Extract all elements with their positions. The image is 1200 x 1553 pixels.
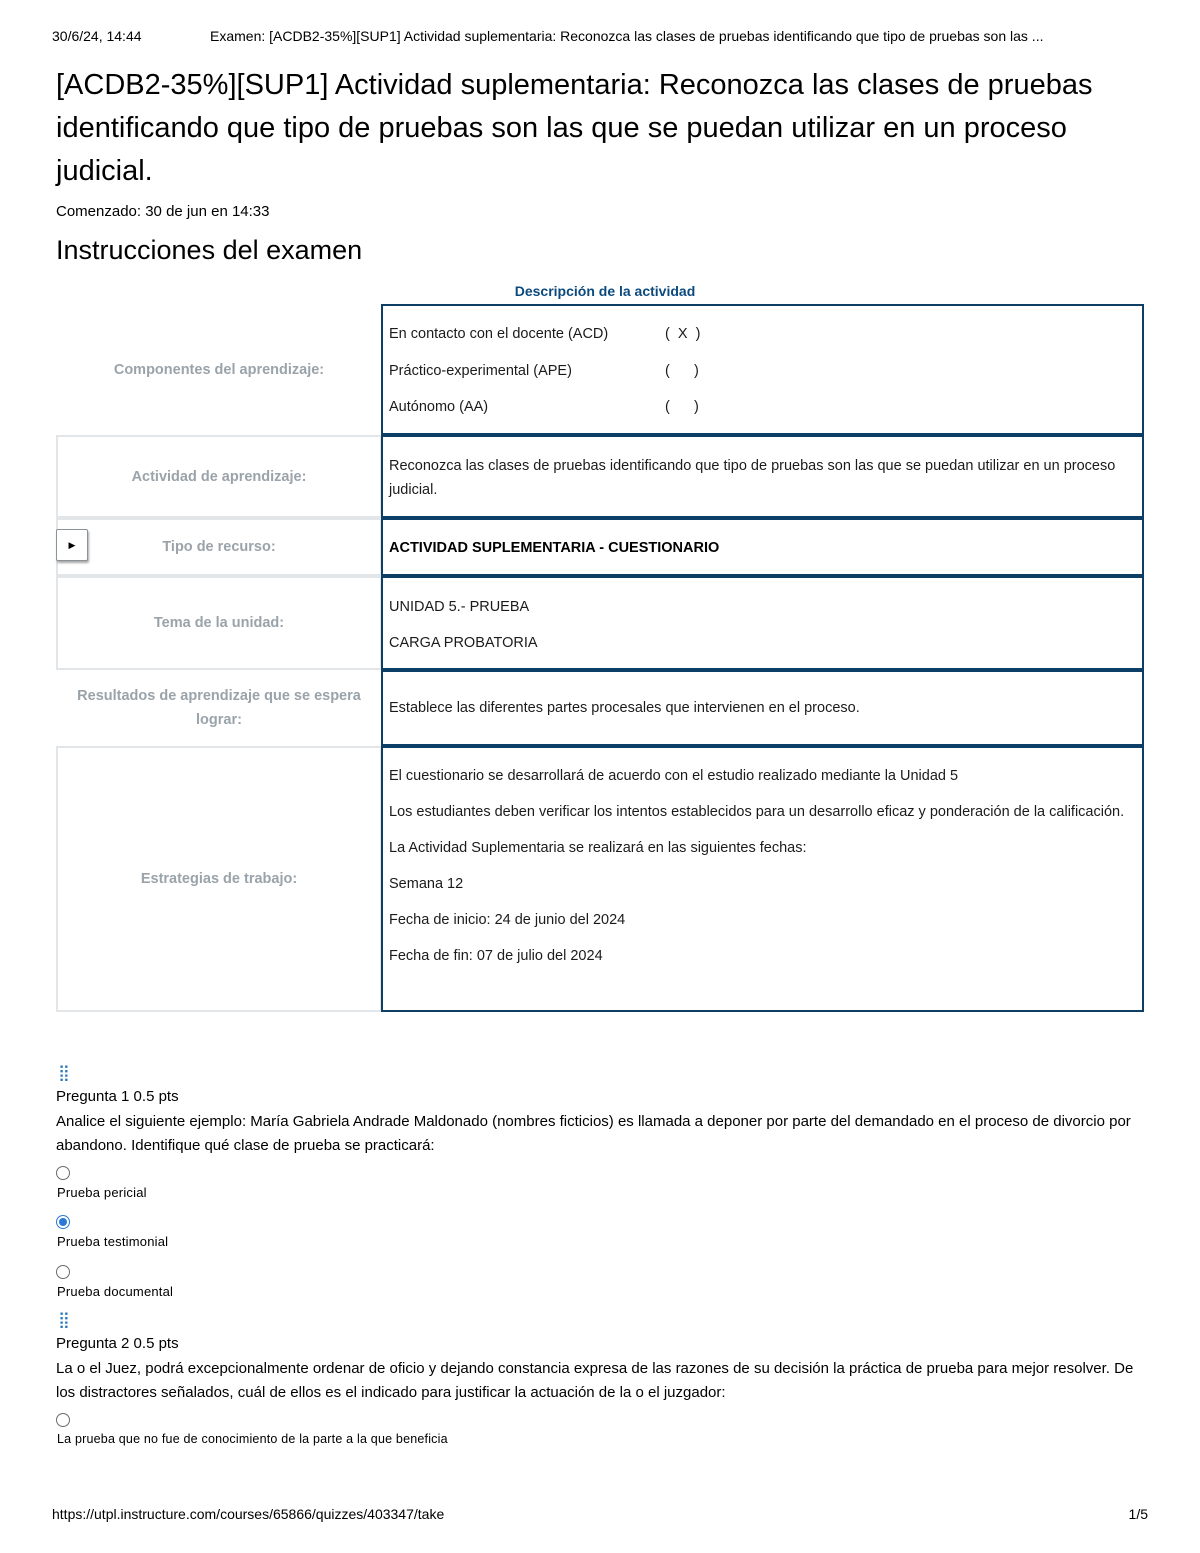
answer-radio[interactable] xyxy=(56,1265,70,1279)
learning-activity-value: Reconozca las clases de pruebas identificando que tipo de pruebas son las que se puedan utilizar en un proceso judicial. xyxy=(381,435,1144,518)
strategies-value xyxy=(381,746,1144,1012)
strategy-line: Fecha de fin: 07 de julio del 2024 xyxy=(389,948,603,964)
question-header: Pregunta 1 0.5 pts xyxy=(56,1088,179,1105)
learning-activity-row xyxy=(56,435,1144,518)
answer-label[interactable]: Prueba testimonial xyxy=(57,1234,169,1249)
component-name: En contacto con el docente (ACD) xyxy=(389,326,609,343)
unit-topic-value xyxy=(381,576,1144,670)
strategy-line: Fecha de inicio: 24 de junio del 2024 xyxy=(389,912,626,928)
print-date: 30/6/24, 14:44 xyxy=(52,28,142,44)
expand-row-button[interactable] xyxy=(56,529,88,561)
answer-label[interactable]: Prueba pericial xyxy=(57,1185,147,1200)
print-header xyxy=(52,28,1148,50)
strategy-line: El cuestionario se desarrollará de acuerdo con el estudio realizado mediante la Unidad 5 xyxy=(389,768,959,784)
answer-label[interactable]: La prueba que no fue de conocimiento de la parte a la que beneficia xyxy=(57,1432,448,1446)
component-item xyxy=(389,389,1136,426)
expected-results-row xyxy=(56,670,1144,746)
resource-type-value: ACTIVIDAD SUPLEMENTARIA - CUESTIONARIO xyxy=(381,518,1144,576)
answer-label[interactable]: Prueba documental xyxy=(57,1284,174,1299)
answer-radio[interactable] xyxy=(56,1166,70,1180)
activity-description-caption: Descripción de la actividad xyxy=(514,283,696,299)
components-value xyxy=(381,304,1144,435)
strategy-line: La Actividad Suplementaria se realizará en las siguientes fechas: xyxy=(389,840,807,856)
strategies-label: Estrategias de trabajo: xyxy=(56,746,382,1012)
play-triangle-icon: ▶ xyxy=(68,539,76,550)
question-text: La o el Juez, podrá excepcionalmente ordenar de oficio y dejando constancia expresa de las razones de su decisión la práctica de prueba para mejor resolver. De los distractores señalados, cuál de ellos es el indicado para justificar la actuación de la o el juzgador: xyxy=(56,1360,1134,1401)
page-url: https://utpl.instructure.com/courses/65866/quizzes/403347/take xyxy=(52,1506,445,1522)
component-item xyxy=(389,316,1136,353)
answer-radio-selected[interactable] xyxy=(56,1215,70,1229)
print-doc-title: Examen: [ACDB2-35%][SUP1] Actividad suplementaria: Reconozca las clases de pruebas identificando que tipo de pruebas son las ... xyxy=(210,28,1044,44)
print-footer xyxy=(52,1506,1148,1522)
unit-topic-label: Tema de la unidad: xyxy=(56,576,382,670)
question-text: Analice el siguiente ejemplo: María Gabriela Andrade Maldonado (nombres ficticios) es llamada a deponer por parte del demandado en el proceso de divorcio por abandono. Identifique qué clase de prueba se practicará: xyxy=(56,1113,1131,1154)
components-row xyxy=(56,304,1144,435)
drag-handle-icon[interactable]: ⣿ xyxy=(58,1312,68,1329)
component-mark: ( ) xyxy=(665,399,699,416)
unit-topic-line: CARGA PROBATORIA xyxy=(389,635,538,651)
expected-results-label: Resultados de aprendizaje que se espera lograr: xyxy=(77,688,361,728)
components-label: Componentes del aprendizaje: xyxy=(113,361,325,378)
started-timestamp: Comenzado: 30 de jun en 14:33 xyxy=(56,203,270,220)
resource-type-label: Tipo de recurso: xyxy=(56,518,382,576)
component-name: Autónomo (AA) xyxy=(389,399,489,416)
strategy-line: Los estudiantes deben verificar los intentos establecidos para un desarrollo eficaz y ponderación de la calificación. xyxy=(389,804,1125,820)
component-name: Práctico-experimental (APE) xyxy=(389,362,572,379)
component-item xyxy=(389,353,1136,390)
unit-topic-row xyxy=(56,576,1144,670)
resource-type-row xyxy=(56,518,1144,576)
strategies-row xyxy=(56,746,1144,1012)
page-title: [ACDB2-35%][SUP1] Actividad suplementaria: Reconozca las clases de pruebas identificando que tipo de pruebas son las que se puedan utilizar en un proceso judicial. xyxy=(56,69,1093,187)
component-mark: ( X ) xyxy=(665,326,701,343)
learning-activity-label: Actividad de aprendizaje: xyxy=(56,435,382,518)
instructions-heading: Instrucciones del examen xyxy=(56,235,363,265)
page-number: 1/5 xyxy=(1128,1506,1148,1522)
answer-radio[interactable] xyxy=(56,1413,70,1427)
question-header: Pregunta 2 0.5 pts xyxy=(56,1335,179,1352)
strategy-line: Semana 12 xyxy=(389,876,464,892)
expected-results-value: Establece las diferentes partes procesales que intervienen en el proceso. xyxy=(381,670,1144,746)
drag-handle-icon[interactable]: ⣿ xyxy=(58,1065,68,1082)
unit-topic-line: UNIDAD 5.- PRUEBA xyxy=(389,599,530,615)
component-mark: ( ) xyxy=(665,362,699,379)
